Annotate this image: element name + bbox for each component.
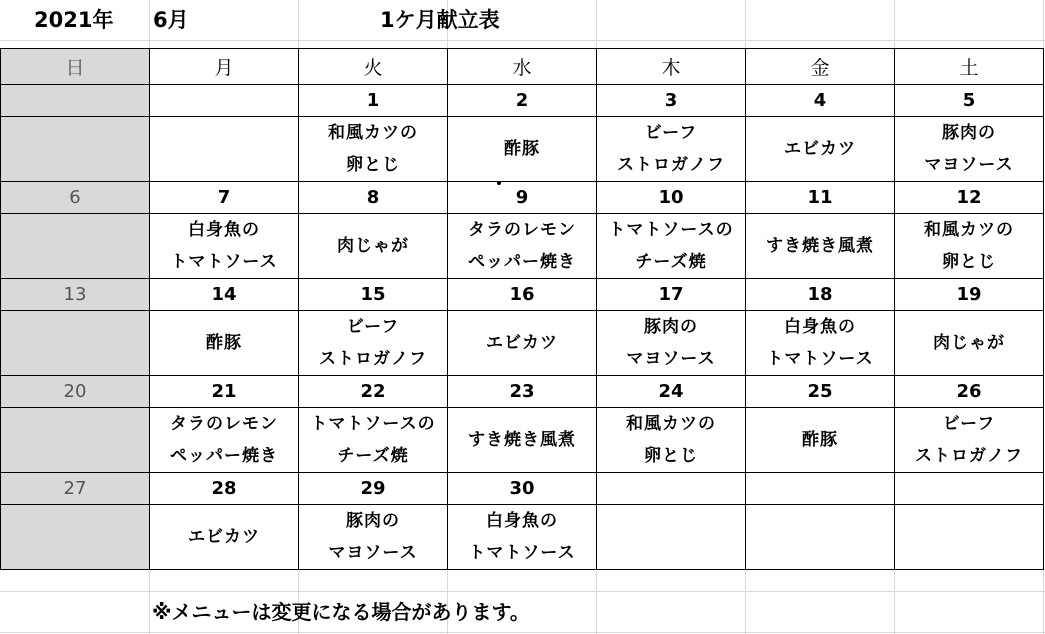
menu-row [1,311,1044,376]
menu-cell-sat[interactable] [895,505,1044,570]
date-row [1,85,1044,117]
menu-line: タラのレモン [468,220,576,240]
menu-row [1,117,1044,182]
date-cell-thu[interactable] [597,473,746,505]
menu-line: ペッパー焼き [468,252,576,272]
menu-cell-fri[interactable] [746,117,895,182]
menu-line: マヨソース [626,349,716,369]
date-cell-wed[interactable]: 2 [448,85,597,117]
menu-cell-thu[interactable] [597,505,746,570]
weekday-wed[interactable]: 水 [448,49,597,85]
date-cell-mon[interactable]: 14 [150,279,299,311]
weekday-sun[interactable]: 日 [1,49,150,85]
date-cell-sun[interactable]: 6 [1,182,150,214]
menu-line: タラのレモン [170,414,278,434]
menu-line: 和風カツの [328,123,418,143]
menu-line: すき焼き風煮 [766,236,874,256]
date-cell-sat[interactable]: 19 [895,279,1044,311]
date-cell-wed[interactable]: 9 [448,182,597,214]
date-cell-mon[interactable]: 28 [150,473,299,505]
date-cell-sat[interactable]: 12 [895,182,1044,214]
menu-line: ストロガノフ [915,446,1023,466]
date-cell-tue[interactable]: 8 [299,182,448,214]
date-cell-wed[interactable]: 30 [448,473,597,505]
menu-line: ストロガノフ [319,349,427,369]
menu-line: エビカツ [188,527,260,547]
menu-cell-tue[interactable] [299,117,448,182]
menu-cell-sat[interactable] [895,214,1044,279]
menu-cell-sun[interactable] [1,505,150,570]
date-cell-tue[interactable]: 1 [299,85,448,117]
menu-cell-wed[interactable] [448,505,597,570]
menu-line: 卵とじ [942,252,996,272]
menu-cell-wed[interactable] [448,408,597,473]
date-cell-sat[interactable]: 26 [895,376,1044,408]
menu-line: エビカツ [486,333,558,353]
menu-line: 豚肉の [644,317,698,337]
date-cell-mon[interactable] [150,85,299,117]
menu-line: 白身魚の [188,220,260,240]
menu-cell-sat[interactable] [895,311,1044,376]
date-cell-tue[interactable]: 15 [299,279,448,311]
date-cell-fri[interactable]: 11 [746,182,895,214]
date-cell-sun[interactable]: 13 [1,279,150,311]
menu-cell-thu[interactable] [597,214,746,279]
date-cell-fri[interactable] [746,473,895,505]
date-cell-thu[interactable]: 10 [597,182,746,214]
menu-line: トマトソースの [608,220,734,240]
menu-row [1,505,1044,570]
menu-cell-mon[interactable] [150,311,299,376]
menu-line: 豚肉の [942,123,996,143]
menu-line: 肉じゃが [933,333,1005,353]
menu-line: トマトソース [468,543,576,563]
menu-cell-fri[interactable] [746,505,895,570]
date-cell-fri[interactable]: 18 [746,279,895,311]
menu-cell-fri[interactable] [746,214,895,279]
menu-line: ペッパー焼き [170,446,278,466]
menu-line: 和風カツの [924,220,1014,240]
menu-line: チーズ焼 [337,446,409,466]
menu-line: トマトソース [766,349,874,369]
date-cell-mon[interactable]: 21 [150,376,299,408]
calendar-table [0,48,1044,570]
date-cell-thu[interactable]: 17 [597,279,746,311]
menu-cell-mon[interactable] [150,117,299,182]
date-cell-mon[interactable]: 7 [150,182,299,214]
menu-cell-fri[interactable] [746,311,895,376]
menu-cell-tue[interactable] [299,505,448,570]
menu-cell-wed[interactable] [448,117,597,182]
menu-cell-sun[interactable] [1,408,150,473]
weekday-mon[interactable]: 月 [150,49,299,85]
weekday-thu[interactable]: 木 [597,49,746,85]
date-cell-thu[interactable]: 24 [597,376,746,408]
menu-cell-tue[interactable] [299,311,448,376]
date-cell-tue[interactable]: 29 [299,473,448,505]
date-row [1,279,1044,311]
menu-cell-mon[interactable] [150,408,299,473]
date-row [1,473,1044,505]
menu-line: すき焼き風煮 [468,430,576,450]
menu-line: ストロガノフ [617,155,725,175]
menu-cell-thu[interactable] [597,117,746,182]
menu-line: 卵とじ [644,446,698,466]
menu-cell-thu[interactable] [597,408,746,473]
menu-line: 肉じゃが [337,236,409,256]
stray-dot [497,181,501,185]
menu-cell-wed[interactable] [448,214,597,279]
date-cell-tue[interactable]: 22 [299,376,448,408]
year-label: 2021年 [34,8,114,32]
weekday-fri[interactable]: 金 [746,49,895,85]
date-cell-fri[interactable]: 4 [746,85,895,117]
menu-line: 和風カツの [626,414,716,434]
menu-line: トマトソースの [310,414,436,434]
menu-cell-sun[interactable] [1,117,150,182]
weekday-sat[interactable]: 土 [895,49,1044,85]
weekday-header-row [1,49,1044,85]
date-cell-thu[interactable]: 3 [597,85,746,117]
menu-line: チーズ焼 [635,252,707,272]
date-cell-sun[interactable]: 27 [1,473,150,505]
menu-cell-sun[interactable] [1,311,150,376]
menu-line: エビカツ [784,139,856,159]
date-cell-sun[interactable]: 20 [1,376,150,408]
date-cell-sat[interactable]: 5 [895,85,1044,117]
menu-cell-sat[interactable] [895,117,1044,182]
menu-line: 酢豚 [206,333,242,353]
menu-line: 酢豚 [504,139,540,159]
date-cell-sun[interactable] [1,85,150,117]
menu-row [1,214,1044,279]
page-title: 1ケ月献立表 [380,8,500,32]
menu-line: 豚肉の [346,511,400,531]
menu-cell-tue[interactable] [299,408,448,473]
menu-line: 酢豚 [802,430,838,450]
menu-cell-mon[interactable] [150,214,299,279]
menu-line: トマトソース [170,252,278,272]
menu-line: ビーフ [346,317,400,337]
menu-line: マヨソース [924,155,1014,175]
date-cell-wed[interactable]: 23 [448,376,597,408]
menu-cell-sun[interactable] [1,214,150,279]
menu-line: 白身魚の [784,317,856,337]
disclaimer-note: ※メニューは変更になる場合があります。 [152,600,530,624]
date-row [1,182,1044,214]
month-label: 6月 [153,8,189,32]
date-cell-fri[interactable]: 25 [746,376,895,408]
menu-cell-tue[interactable] [299,214,448,279]
menu-line: マヨソース [328,543,418,563]
menu-cell-fri[interactable] [746,408,895,473]
menu-row [1,408,1044,473]
date-cell-wed[interactable]: 16 [448,279,597,311]
menu-cell-sat[interactable] [895,408,1044,473]
menu-line: 卵とじ [346,155,400,175]
menu-line: 白身魚の [486,511,558,531]
date-row [1,376,1044,408]
weekday-tue[interactable]: 火 [299,49,448,85]
menu-cell-wed[interactable] [448,311,597,376]
menu-line: ビーフ [644,123,698,143]
menu-cell-thu[interactable] [597,311,746,376]
date-cell-sat[interactable] [895,473,1044,505]
menu-line: ビーフ [942,414,996,434]
menu-cell-mon[interactable] [150,505,299,570]
